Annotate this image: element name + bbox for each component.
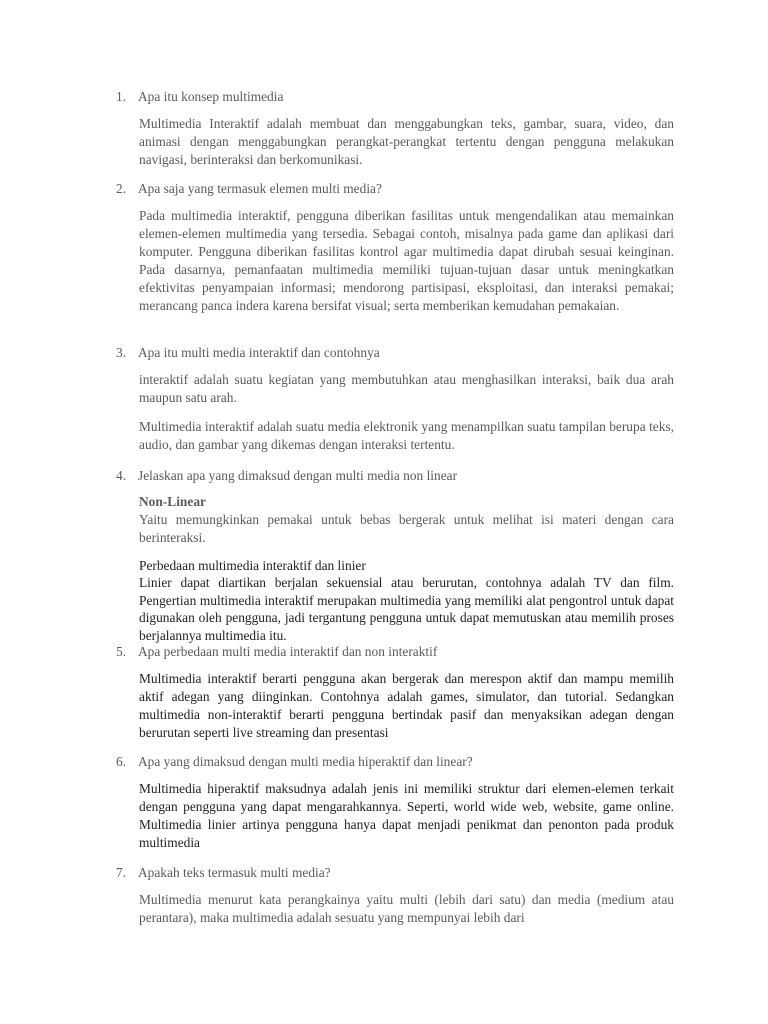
answer-3-part-2: Multimedia interaktif adalah suatu media elektronik yang menampilkan suatu tampilan berupa teks, audio, dan gambar yang dikemas dengan interaksi tertentu. (139, 419, 674, 452)
question-text: Apa perbedaan multi media interaktif dan non interaktif (138, 644, 438, 659)
question-1 (116, 88, 676, 105)
question-number: 5. (116, 644, 127, 659)
question-number: 6. (116, 754, 127, 769)
question-text: Apa itu multi media interaktif dan contohnya (138, 345, 380, 360)
question-number: 2. (116, 181, 127, 196)
question-number: 1. (116, 89, 127, 104)
question-number: 3. (116, 345, 127, 360)
question-4 (116, 467, 676, 484)
answer-6: Multimedia hiperaktif maksudnya adalah jenis ini memiliki struktur dari elemen-elemen terkait dengan pengguna yang dapat mengarahkannya. Seperti, world wide web, website, game online. Multimedia linier artinya pengguna hanya dapat menjadi penikmat dan penonton pada produk multimedia (139, 781, 674, 850)
answer-4-text: Yaitu memungkinkan pemakai untuk bebas bergerak untuk melihat isi materi dengan cara berinteraksi. (139, 512, 674, 545)
question-number: 7. (116, 865, 127, 880)
question-text: Apakah teks termasuk multi media? (138, 865, 331, 880)
question-2 (116, 180, 676, 197)
answer-4-heading: Non-Linear (139, 494, 206, 509)
answer-4-sub-text: Linier dapat diartikan berjalan sekuensial atau berurutan, contohnya adalah TV dan film. Pengertian multimedia interaktif merupakan multimedia yang memiliki alat pengontrol untuk dapat digunakan oleh pengguna, jadi tergantung pengguna untuk dapat memutuskan atau memilih proses berjalannya multimedia itu. (139, 575, 674, 643)
question-text: Apa saja yang termasuk elemen multi media? (138, 181, 382, 196)
question-6 (116, 753, 676, 770)
question-3 (116, 344, 676, 361)
question-text: Jelaskan apa yang dimaksud dengan multi media non linear (138, 468, 458, 483)
answer-5: Multimedia interaktif berarti pengguna akan bergerak dan merespon aktif dan mampu memilih aktif adegan yang diinginkan. Contohnya adalah games, simulator, dan tutorial. Sedangkan multimedia non-interaktif berarti pengguna bertindak pasif dan menyaksikan adegan dengan berurutan seperti live streaming dan presentasi (139, 671, 674, 740)
answer-1: Multimedia Interaktif adalah membuat dan menggabungkan teks, gambar, suara, video, dan animasi dengan menggabungkan perangkat-perangkat tertentu dengan pengguna melakukan navigasi, berinteraksi dan berkomunikasi. (139, 116, 674, 167)
answer-2: Pada multimedia interaktif, pengguna diberikan fasilitas untuk mengendalikan atau memainkan elemen-elemen multimedia yang tersedia. Sebagai contoh, misalnya pada game dan aplikasi dari komputer. Pengguna diberikan fasilitas kontrol agar multimedia dapat dirubah sesuai keinginan. Pada dasarnya, pemanfaatan multimedia memiliki tujuan-tujuan dasar untuk meningkatkan efektivitas penyampaian informasi; mendorong partisipasi, eksploitasi, dan interaksi pemakai; merancang panca indera karena bersifat visual; serta memberikan kemudahan pemakaian. (139, 208, 674, 313)
question-number: 4. (116, 468, 127, 483)
question-text: Apa yang dimaksud dengan multi media hiperaktif dan linear? (138, 754, 473, 769)
question-5 (116, 643, 676, 660)
answer-3-part-1: interaktif adalah suatu kegiatan yang membutuhkan atau menghasilkan interaksi, baik dua arah maupun satu arah. (139, 372, 674, 405)
answer-4-sub-heading: Perbedaan multimedia interaktif dan linier (139, 558, 366, 573)
answer-7: Multimedia menurut kata perangkainya yaitu multi (lebih dari satu) dan media (medium atau perantara), maka multimedia adalah sesuatu yang mempunyai lebih dari (139, 892, 674, 925)
question-text: Apa itu konsep multimedia (138, 89, 284, 104)
question-7 (116, 864, 676, 881)
